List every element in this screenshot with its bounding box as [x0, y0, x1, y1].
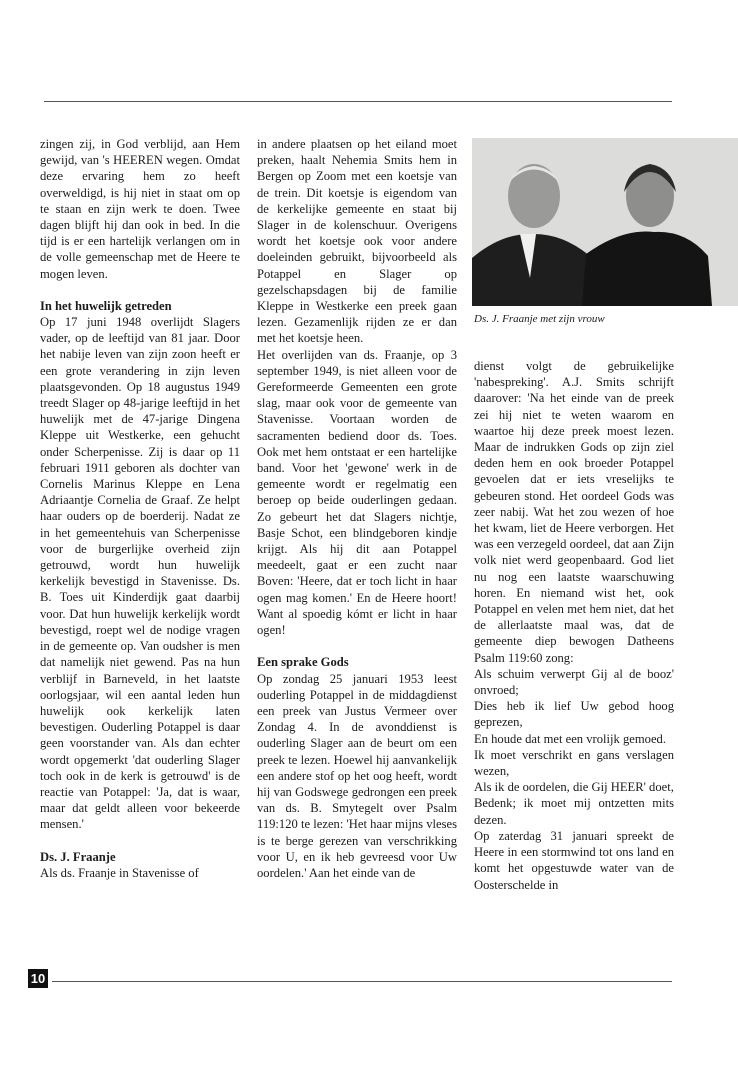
paragraph: Als ds. Fraanje in Stavenisse of [40, 865, 199, 880]
psalm-line: Bedenk; ik moet mij ontzetten mits dezen. [474, 796, 674, 827]
psalm-line: En houde dat met een vrolijk gemoed. [474, 731, 666, 746]
column-1 [40, 136, 240, 881]
section-heading: Een sprake Gods [257, 655, 349, 670]
psalm-line: Ik moet verschrikt en gans verslagen wezen, [474, 747, 674, 779]
paragraph: Op 17 juni 1948 overlijdt Slagers vader, op de leeftijd van 81 jaar. Door het nabije leven van zijn zoon heeft er een grote verandering in zijn leven plaatsgevonden. Op 18 augustus 1949 treedt Slager op 48-jarige leeftijd in het huwelijk met de 47-jarige Dingena Kleppe uit Westkerke, een gehucht onder Scherpenisse. Zij is daar op 11 februari 1911 geboren als dochter van Cornelis Marinus Kleppe en Lena Adriaantje Cornelia de Graaf. Ze helpt haar ouders op de boerderij. Nadat ze in het gemeentehuis van Scherpenisse voor de burgerlijke overheid zijn getrouwd, wordt hun huwelijk kerkelijk bevestigd in Stavenisse. Ds. B. Toes uit Kinderdijk gaat daarbij voor. Dat hun huwelijk kerkelijk wordt bevestigd, roept wel de nodige vragen in de gemeente op. Van oudsher is men dat namelijk niet gewend. Pas na hun verblijf in Barneveld, in het laatste oorlogsjaar, wil een aantal leden hun huwelijk ook kerkelijk laten bevestigen. Ouderling Potappel is daar geen voorstander van. Als dan echter wordt opgemerkt 'dat ouderling Slager toch ook in de kerk is getrouwd' is de reactie van Potappel: 'Ja, dat is waar, maar dat geldt alleen voor bekeerde mensen.' [40, 315, 240, 832]
paragraph: dienst volgt de gebruikelijke 'nabespreking'. A.J. Smits schrijft daarover: 'Na het einde van de preek zei hij niet te weten waarom en waartoe hij deze preek moest lezen. Maar de indrukken Gods op zijn ziel deden hem en ook broeder Potappel gevoelen dat er iets vreselijks te gebeuren stond. Het oordeel Gods was zeer nabij. Wat het zou wezen of hoe het kwam, liet de Heere verborgen. Het was een verzegeld oordeel, dat aan Zijn volk niet werd geopenbaard. God liet nu nog een laatste waarschuwing horen. En niemand wist het, ook Potappel en velen met hem niet, dat het de allerlaatste maal was, dat de gemeente diep bewogen Datheens Psalm 119:60 zong: [474, 359, 674, 665]
portrait-photo [472, 138, 738, 306]
column-3 [474, 358, 674, 893]
paragraph: in andere plaatsen op het eiland moet preken, haalt Nehemia Smits hem in Bergen op Zoom met een koetsje van de trein. Dit koetsje is eigendom van de kerkelijke gemeente en staat bij Slager in de kolenschuur. Overigens wordt het koetsje ook voor andere doeleinden gebruikt, bijvoorbeeld als Potappel en Slager op gezelschapsdagen bij de familie Kleppe in Westkerke een preek gaan lezen. Gezamenlijk rijden ze er dan met het koetsje heen. [257, 137, 457, 346]
paragraph: zingen zij, in God verblijd, aan Hem gewijd, van 's HEEREN wegen. Omdat deze ervaring hem zo heeft overweldigd, is hij niet in staat om op te staan en zijn werk te doen. Twee dagen blijft hij dan ook in bed. In die tijd is er een hartelijk verlangen om in de volle gemeenschap met de Heere te mogen leven. [40, 137, 240, 281]
page-number: 10 [28, 969, 48, 988]
psalm-line: Dies heb ik lief Uw gebod hoog geprezen, [474, 699, 674, 730]
photo-caption: Ds. J. Fraanje met zijn vrouw [474, 313, 605, 325]
section-heading: In het huwelijk getreden [40, 298, 172, 313]
paragraph: Op zondag 25 januari 1953 leest ouderling Potappel in de middagdienst een preek van Justus Vermeer over Zondag 4. In de avonddienst is ouderling Slager aan de beurt om een preek te lezen. Hoewel hij aanvankelijk een andere stof op het oog heeft, wordt hij van Godswege gedrongen een preek van ds. B. Smytegelt over Psalm 119:120 te lezen: 'Het haar mijns vleses is te berge gerezen van verschrikking voor U, en ik heb gevreesd voor Uw oordelen.' Aan het einde van de [257, 671, 457, 880]
paragraph: Op zaterdag 31 januari spreekt de Heere in een stormwind tot ons land en komt het opgestuwde water van de Oosterschelde in [474, 828, 674, 892]
portrait-illustration [472, 138, 738, 306]
top-rule [44, 101, 672, 102]
psalm-line: Als schuim verwerpt Gij al de booz' onvroed; [474, 666, 674, 698]
paragraph: Het overlijden van ds. Fraanje, op 3 september 1949, is niet alleen voor de Gereformeerde Gemeenten een grote slag, maar ook voor de gemeente van Stavenisse. Voortaan worden de sacramenten bediend door ds. Toes. Ook met hem ontstaat er een hartelijke band. Voor het 'gewone' werk in de gemeente wordt er regelmatig een beroep op beide ouderlingen gedaan. Zo gebeurt het dat Slagers nichtje, Basje Schot, een blindgeboren kindje krijgt. Als hij dit aan Potappel meedeelt, gaat er een zucht naar Boven: 'Heere, dat er toch licht in haar ogen mag komen.' En de Heere hoort! Want al spoedig kómt er licht in haar ogen! [257, 347, 457, 638]
section-heading: Ds. J. Fraanje [40, 849, 116, 864]
psalm-line: Als ik de oordelen, die Gij HEER' doet, [474, 780, 674, 795]
bottom-rule [52, 981, 672, 982]
column-2 [257, 136, 457, 881]
